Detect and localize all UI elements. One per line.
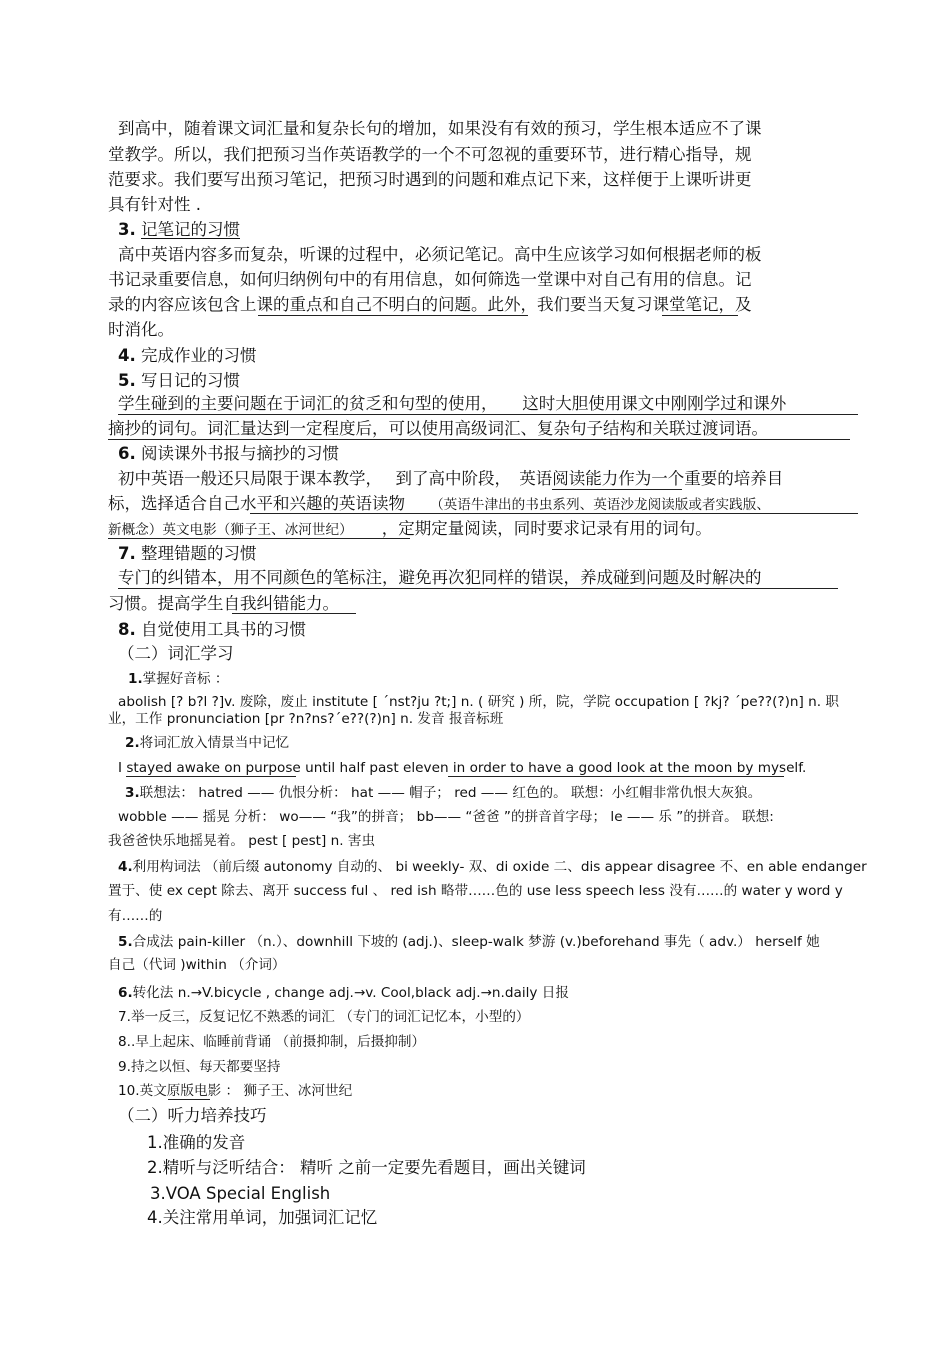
paragraph-line: 书记录重要信息，如何归纳例句中的有用信息，如何筛选一堂课中对自己有用的信息。记 bbox=[108, 270, 752, 289]
paragraph-line bbox=[108, 494, 770, 514]
paragraph-text: 标，选择适合自己水平和兴趣的英语读物 bbox=[108, 494, 405, 513]
section-number: 7. bbox=[118, 544, 136, 563]
section-number: 3. bbox=[118, 220, 136, 239]
list-item: 3.VOA Special English bbox=[150, 1184, 331, 1203]
section-title: 写日记的习惯 bbox=[141, 371, 240, 390]
underline-rule bbox=[552, 489, 682, 490]
section-number: 4. bbox=[118, 346, 136, 365]
paragraph-text: ，定期定量阅读，同时要求记录有用的词句。 bbox=[381, 519, 712, 538]
phonetic-line: 业，工作 pronunciation [pr ?n?ns?ˊe??(?)n] n. 发音 报音标班 bbox=[108, 711, 504, 727]
section-title: 完成作业的习惯 bbox=[141, 346, 257, 365]
list-item: 10.英文原版电影 ： 狮子王、冰河世纪 bbox=[118, 1083, 353, 1099]
list-item: 2.精听与泛听结合： 精听 之前一定要先看题目，画出关键词 bbox=[147, 1158, 586, 1177]
item-text: 转化法 n.→V.bicycle , change adj.→v. Cool,black adj.→n.daily 日报 bbox=[132, 985, 569, 1001]
subsection-heading: （二）听力培养技巧 bbox=[118, 1106, 267, 1125]
underline-rule bbox=[662, 315, 738, 316]
underline-rule bbox=[258, 315, 528, 316]
paragraph-line: 摘抄的词句。词汇量达到一定程度后，可以使用高级词汇、复杂句子结构和关联过渡词语。 bbox=[108, 419, 768, 438]
item-text: 我爸爸快乐地摇晃着。 pest [ pest] n. 害虫 bbox=[108, 833, 376, 849]
item-title: 将词汇放入情景当中记忆 bbox=[139, 735, 290, 751]
item-number: 2. bbox=[125, 735, 140, 751]
paragraph-line: 时消化。 bbox=[108, 320, 174, 339]
underline-rule bbox=[126, 776, 296, 777]
underline-rule bbox=[118, 588, 838, 589]
list-item bbox=[118, 985, 569, 1001]
item-number: 4. bbox=[118, 859, 133, 875]
section-heading bbox=[118, 620, 306, 640]
paragraph-note: （英语牛津出的书虫系列、英语沙龙阅读版或者实践版、 bbox=[430, 497, 770, 513]
list-item: 8..早上起床、临睡前背诵 （前摄抑制，后摄抑制） bbox=[118, 1034, 426, 1050]
paragraph-line bbox=[108, 519, 712, 539]
list-item: 4.关注常用单词，加强词汇记忆 bbox=[147, 1208, 378, 1227]
section-heading bbox=[118, 346, 257, 366]
underline-rule bbox=[168, 1099, 210, 1100]
section-title: 整理错题的习惯 bbox=[141, 544, 257, 563]
underline-rule bbox=[250, 513, 858, 514]
subsection-heading: （二）词汇学习 bbox=[118, 644, 234, 663]
paragraph-line: 专门的纠错本，用不同颜色的笔标注，避免再次犯同样的错误，养成碰到问题及时解决的 bbox=[118, 568, 762, 587]
section-heading bbox=[118, 220, 240, 240]
item-text: 利用构词法 （前后缀 autonomy 自动的、 bi weekly- 双、di oxide 二、dis appear disagree 不、en able endanger bbox=[132, 859, 867, 875]
list-item: 7.举一反三，反复记忆不熟悉的词汇 （专门的词汇记忆本，小型的） bbox=[118, 1009, 530, 1025]
paragraph-line: 堂教学。所以，我们把预习当作英语教学的一个不可忽视的重要环节，进行精心指导，规 bbox=[108, 145, 752, 164]
paragraph-line: 到高中，随着课文词汇量和复杂长句的增加，如果没有有效的预习，学生根本适应不了课 bbox=[118, 119, 762, 138]
item-text: 有……的 bbox=[108, 908, 163, 924]
paragraph-note: 新概念）英文电影（狮子王、冰河世纪） bbox=[108, 522, 353, 538]
section-heading bbox=[118, 544, 257, 564]
section-title: 记笔记的习惯 bbox=[141, 220, 240, 239]
list-item: 1.准确的发音 bbox=[147, 1133, 246, 1152]
list-item bbox=[128, 671, 229, 687]
list-item bbox=[118, 934, 820, 950]
section-title: 阅读课外书报与摘抄的习惯 bbox=[141, 444, 339, 463]
item-number: 1. bbox=[128, 671, 143, 687]
underline-rule bbox=[232, 613, 356, 614]
list-item bbox=[125, 735, 289, 751]
underline-rule bbox=[108, 538, 410, 539]
paragraph-line: 初中英语一般还只局限于课本教学， 到了高中阶段， 英语阅读能力作为一个重要的培养目 bbox=[118, 469, 784, 488]
underline-rule bbox=[448, 776, 784, 777]
item-number: 5. bbox=[118, 934, 133, 950]
section-number: 5. bbox=[118, 371, 136, 390]
list-item: 9.持之以恒、每天都要坚持 bbox=[118, 1059, 281, 1075]
section-title: 自觉使用工具书的习惯 bbox=[141, 620, 306, 639]
section-number: 8. bbox=[118, 620, 136, 639]
item-title: 掌握好音标 ： bbox=[142, 671, 229, 687]
underline-rule bbox=[118, 414, 858, 415]
paragraph-line: 录的内容应该包含上课的重点和自己不明白的问题。此外，我们要当天复习课堂笔记，及 bbox=[108, 295, 752, 314]
paragraph-line: 高中英语内容多而复杂，听课的过程中，必须记笔记。高中生应该学习如何根据老师的板 bbox=[118, 245, 762, 264]
list-item bbox=[125, 785, 761, 801]
list-item bbox=[118, 859, 867, 875]
item-text: 置于、使 ex cept 除去、离开 success ful 、 red ish 略带……色的 use less speech less 没有……的 water y word y bbox=[108, 883, 843, 899]
paragraph-line: 范要求。我们要写出预习笔记，把预习时遇到的问题和难点记下来，这样便于上课听讲更 bbox=[108, 170, 752, 189]
paragraph-line: 习惯。提高学生自我纠错能力。 bbox=[108, 594, 339, 613]
item-text: 合成法 pain-killer （n.）、downhill 下坡的 (adj.)、sleep-walk 梦游 (v.)beforehand 事先（ adv.） herself 她 bbox=[132, 934, 820, 950]
section-heading bbox=[118, 371, 240, 391]
item-number: 3. bbox=[125, 785, 140, 801]
item-text: 自己（代词 )within （介词） bbox=[108, 957, 286, 973]
underline-rule bbox=[108, 439, 850, 440]
item-number: 6. bbox=[118, 985, 133, 1001]
section-number: 6. bbox=[118, 444, 136, 463]
example-sentence: I stayed awake on purpose until half past eleven in order to have a good look at the moon by myself. bbox=[118, 760, 807, 776]
paragraph-line: 具有针对性 . bbox=[108, 195, 201, 214]
phonetic-line: abolish [? b?l ?]v. 废除，废止 institute [ ˊnst?ju ?t;] n. ( 研究 ) 所，院，学院 occupation [ ?kj? ˊpe??(?)n] n. 职 bbox=[118, 694, 839, 710]
item-text: wobble —— 摇晃 分析： wo—— “我”的拼音； bb—— “爸爸 ”的拼音首字母； le —— 乐 ”的拼音。 联想: bbox=[118, 809, 774, 825]
paragraph-line: 学生碰到的主要问题在于词汇的贫乏和句型的使用， 这时大胆使用课文中刚刚学过和课外 bbox=[118, 394, 787, 413]
item-text: 联想法： hatred —— 仇恨分析： hat —— 帽子； red —— 红色的。 联想：小红帽非常仇恨大灰狼。 bbox=[139, 785, 762, 801]
section-heading bbox=[118, 444, 339, 464]
